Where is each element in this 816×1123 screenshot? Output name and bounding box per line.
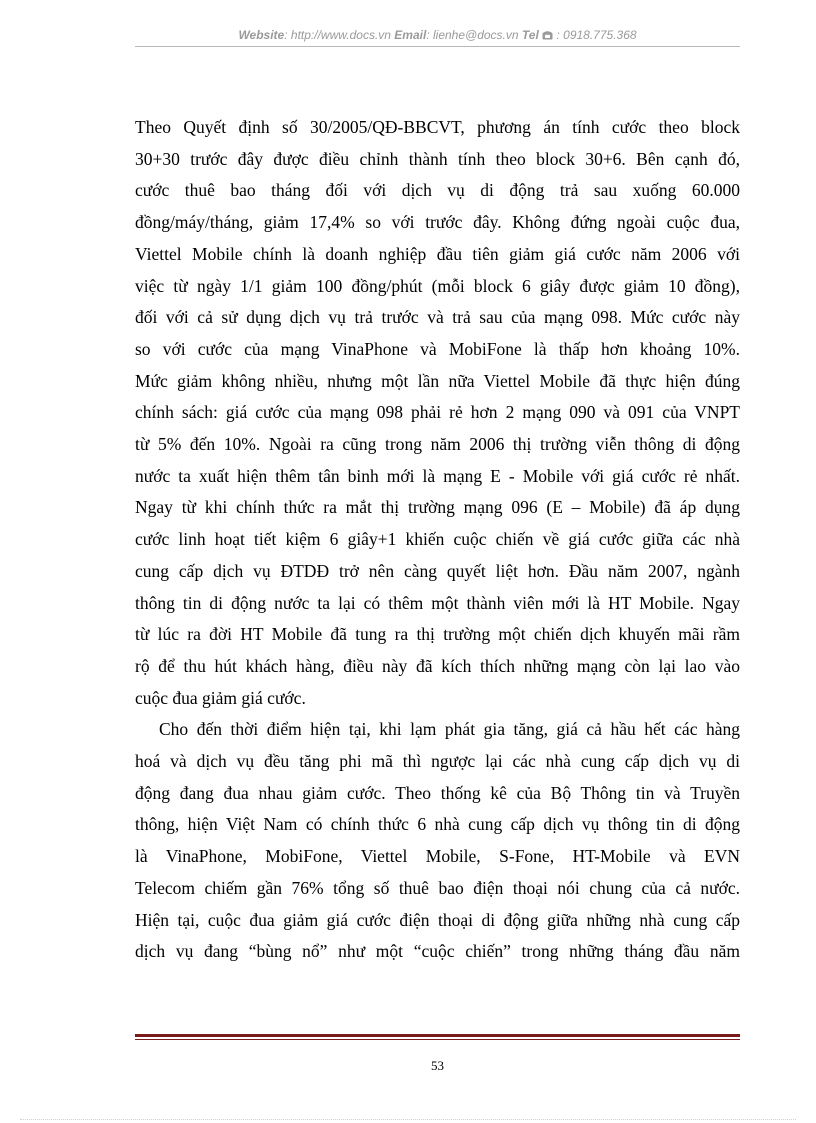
email-value: : lienhe@docs.vn <box>426 28 519 42</box>
text-line: cung cấp dịch vụ ĐTDĐ trở nên càng quyết liệt hơn. Đầu năm 2007, ngành <box>135 560 740 581</box>
text-line: từ 5% đến 10%. Ngoài ra cũng trong năm 2006 thị trường viễn thông di động <box>135 434 740 455</box>
text-line: Cho đến thời điểm hiện tại, khi lạm phát gia tăng, giá cả hầu hết các hàng <box>159 719 740 740</box>
text-line: so với cước của mạng VinaPhone và MobiFone là thấp hơn khoảng 10%. <box>135 338 740 359</box>
text-line: chính sách: giá cước của mạng 098 phải rẻ hơn 2 mạng 090 và 091 của VNPT <box>135 402 740 423</box>
document-body <box>135 112 740 968</box>
text-line: đối với cả sử dụng dịch vụ trả trước và trả sau của mạng 098. Mức cước này <box>135 307 740 328</box>
text-line: đồng/máy/tháng, giảm 17,4% so với trước đây. Không đứng ngoài cuộc đua, <box>135 212 740 233</box>
footer-divider-thick <box>135 1034 740 1037</box>
text-line: thông tin di động nước ta lại có thêm một thành viên mới là HT Mobile. Ngay <box>135 592 740 613</box>
text-line: cước linh hoạt tiết kiệm 6 giây+1 khiến cuộc chiến về giá cước giữa các nhà <box>135 529 740 550</box>
text-line: Mức giảm không nhiều, nhưng một lần nữa Viettel Mobile đã thực hiện đúng <box>135 370 740 391</box>
tel-value: : 0918.775.368 <box>556 28 637 42</box>
text-line: là VinaPhone, MobiFone, Viettel Mobile, S-Fone, HT-Mobile và EVN <box>135 846 740 867</box>
paragraph-1 <box>135 112 740 714</box>
text-line: rộ để thu hút khách hàng, điều này đã kích thích những mạng còn lại lao vào <box>135 655 740 676</box>
header-divider <box>135 46 740 47</box>
text-line: nước ta xuất hiện thêm tân binh mới là mạng E - Mobile với giá cước rẻ nhất. <box>135 465 740 486</box>
telephone-icon <box>542 28 556 42</box>
page-number: 53 <box>431 1058 444 1073</box>
footer-divider-thin <box>135 1039 740 1040</box>
text-line: động đang đua nhau giảm cước. Theo thống kê của Bộ Thông tin và Truyền <box>135 782 740 803</box>
text-line: Telecom chiếm gần 76% tổng số thuê bao điện thoại nói chung của cả nước. <box>135 877 740 898</box>
page-header <box>135 28 740 42</box>
paragraph-2 <box>135 714 740 968</box>
text-line: dịch vụ đang “bùng nổ” như một “cuộc chiến” trong những tháng đầu năm <box>135 941 740 962</box>
text-line: 30+30 trước đây được điều chỉnh thành tính theo block 30+6. Bên cạnh đó, <box>135 148 740 169</box>
text-line: thông, hiện Việt Nam có chính thức 6 nhà cung cấp dịch vụ thông tin di động <box>135 814 740 835</box>
tel-label: Tel <box>521 28 539 42</box>
text-line: Ngay từ khi chính thức ra mắt thị trường mạng 096 (E – Mobile) đã áp dụng <box>135 497 740 518</box>
text-line: cuộc đua giảm giá cước. <box>135 687 306 708</box>
email-label: Email <box>394 28 427 42</box>
text-line: cước thuê bao tháng đối với dịch vụ di động trả sau xuống 60.000 <box>135 180 740 201</box>
website-value: : http://www.docs.vn <box>284 28 391 42</box>
text-line: Theo Quyết định số 30/2005/QĐ-BBCVT, phương án tính cước theo block <box>135 117 740 137</box>
page-boundary <box>20 1119 796 1120</box>
text-line: Hiện tại, cuộc đua giảm giá cước điện thoại di động giữa những nhà cung cấp <box>135 909 740 930</box>
text-line: việc từ ngày 1/1 giảm 100 đồng/phút (mỗi block 6 giây được giảm 10 đồng), <box>135 275 740 296</box>
text-line: từ lúc ra đời HT Mobile đã tung ra thị trường một chiến dịch khuyến mãi rầm <box>135 624 740 645</box>
website-label: Website <box>238 28 285 42</box>
text-line: Viettel Mobile chính là doanh nghiệp đầu tiên giảm giá cước năm 2006 với <box>135 243 740 264</box>
text-line: hoá và dịch vụ đều tăng phi mã thì ngược lại các nhà cung cấp dịch vụ di <box>135 751 740 772</box>
